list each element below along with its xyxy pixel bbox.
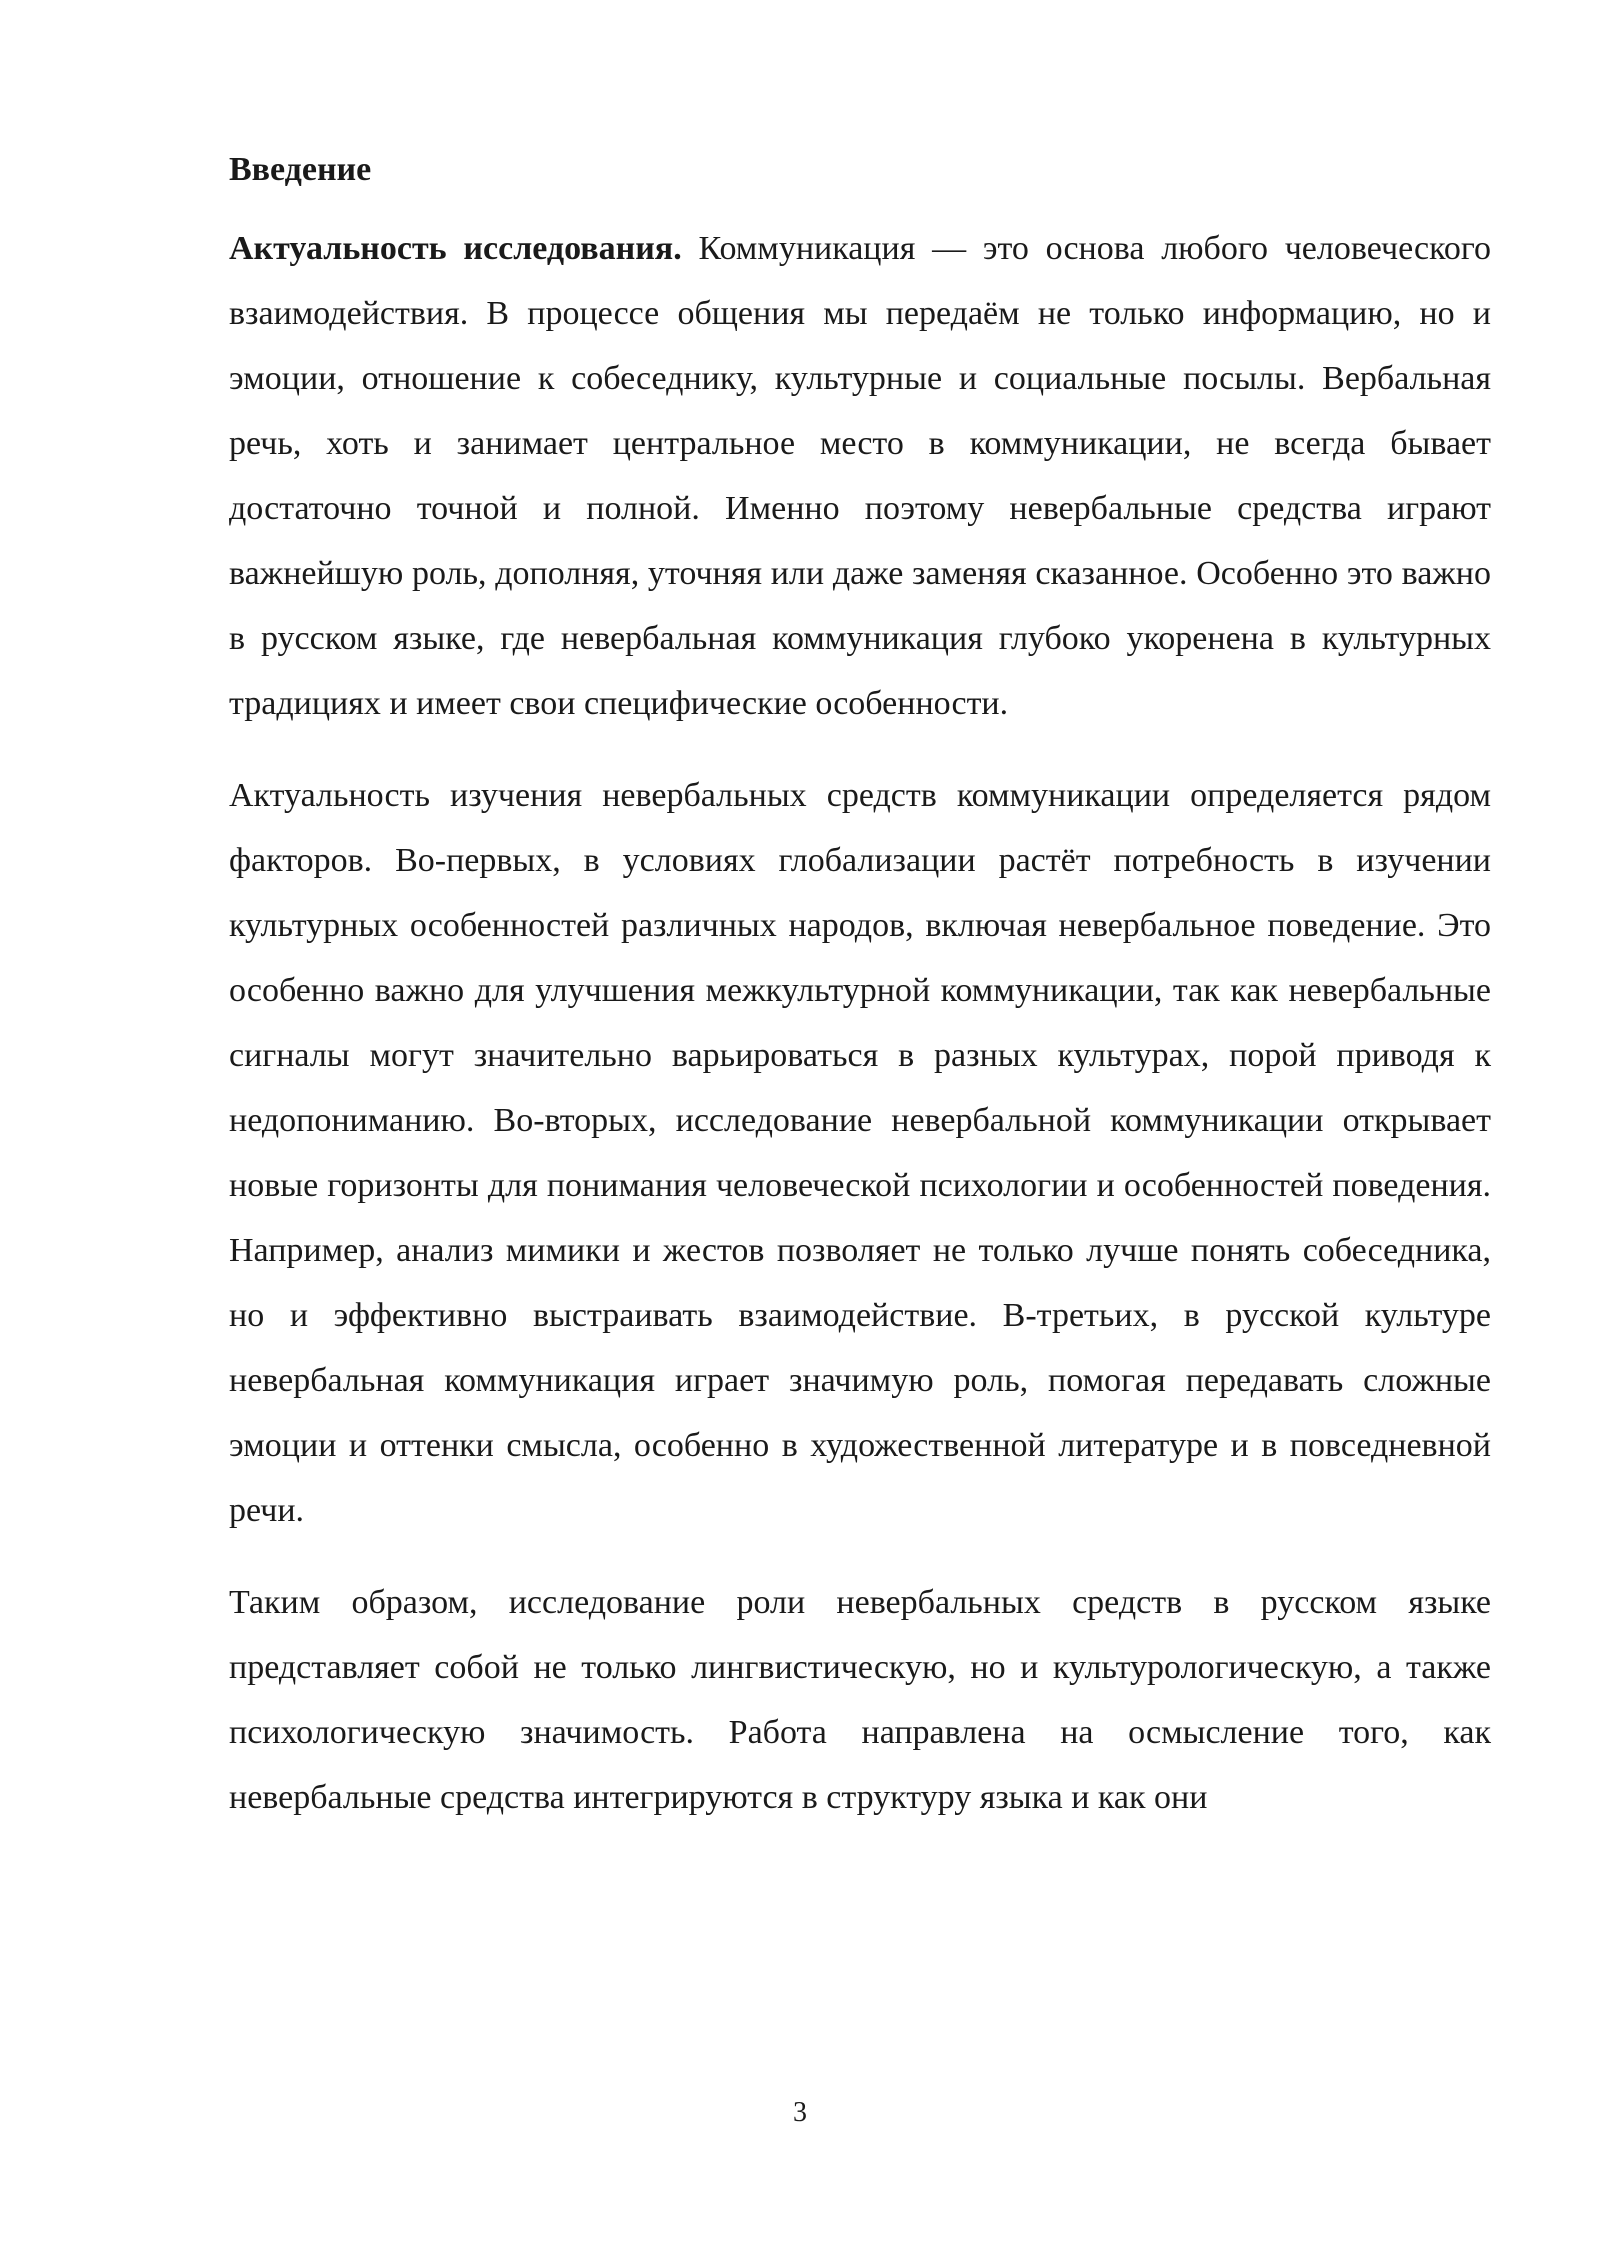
paragraph-conclusion: Таким образом, исследование роли невербальных средств в русском языке представляет собой не только лингвистическую, но и культурологическую, а также психологическую значимость. Работа направлена на осмысление того, как невербальные средства интегрируются в структуру языка и как они [229, 1584, 1491, 1816]
page-number: 3 [793, 2097, 807, 2128]
paragraph-lead: Актуальность исследования. [229, 230, 682, 267]
section-heading: Введение [229, 151, 372, 188]
paragraph-text: Коммуникация — это основа любого человеческого взаимодействия. В процессе общения мы передаём не только информацию, но и эмоции, отношение к собеседнику, культурные и социальные посылы. Вербальная речь, хоть и занимает центральное место в коммуникации, не всегда бывает достаточно точной и полной. Именно поэтому невербальные средства играют важнейшую роль, дополняя, уточняя или даже заменяя сказанное. Особенно это важно в русском языке, где невербальная коммуникация глубоко укоренена в культурных традициях и имеет свои специфические особенности. [229, 230, 1491, 722]
paragraph-relevance [229, 216, 1491, 736]
page-content [229, 150, 1491, 1830]
paragraph-factors: Актуальность изучения невербальных средств коммуникации определяется рядом факторов. Во-первых, в условиях глобализации растёт потребность в изучении культурных особенностей различных народов, включая невербальное поведение. Это особенно важно для улучшения межкультурной коммуникации, так как невербальные сигналы могут значительно варьироваться в разных культурах, порой приводя к недопониманию. Во-вторых, исследование невербальной коммуникации открывает новые горизонты для понимания человеческой психологии и особенностей поведения. Например, анализ мимики и жестов позволяет не только лучше понять собеседника, но и эффективно выстраивать взаимодействие. В-третьих, в русской культуре невербальная коммуникация играет значимую роль, помогая передавать сложные эмоции и оттенки смысла, особенно в художественной литературе и в повседневной речи. [229, 777, 1491, 1529]
